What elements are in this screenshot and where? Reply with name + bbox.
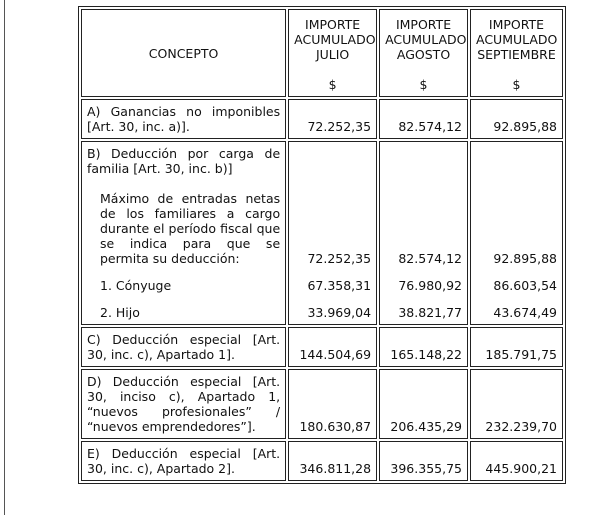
header-row: [81, 9, 563, 97]
header-julio-label: IMPORTE ACUMULADO JULIO: [294, 17, 376, 62]
row-e-julio: 346.811,28: [288, 441, 377, 481]
row-b-conyuge-agosto: 76.980,92: [398, 278, 462, 293]
row-a-agosto: 82.574,12: [379, 99, 468, 139]
row-d-agosto: 206.435,29: [379, 369, 468, 439]
table-row: [81, 99, 563, 139]
row-d-septiembre: 232.239,70: [470, 369, 563, 439]
row-b-max-septiembre: 92.895,88: [493, 251, 557, 266]
row-b-hijo-concept: 2. Hijo: [100, 305, 140, 320]
row-b-conyuge-concept: 1. Cónyuge: [100, 278, 172, 293]
row-b-max-agosto: 82.574,12: [398, 251, 462, 266]
header-septiembre-currency: $: [512, 77, 521, 92]
row-b-agosto: [379, 141, 468, 325]
row-c-septiembre: 185.791,75: [470, 327, 563, 367]
row-d-julio: 180.630,87: [288, 369, 377, 439]
header-agosto-currency: $: [419, 77, 428, 92]
header-concept-label: CONCEPTO: [148, 45, 219, 61]
table-row: [81, 441, 563, 481]
row-b-concept: [81, 141, 286, 325]
table-row: [81, 369, 563, 439]
header-julio-currency: $: [328, 77, 337, 92]
header-concept: [81, 9, 286, 97]
row-c-agosto: 165.148,22: [379, 327, 468, 367]
table-row: [81, 327, 563, 367]
row-b-hijo-julio: 33.969,04: [307, 305, 372, 320]
row-d-concept: D) Deducción especial [Art. 30, inciso c), Apartado 1, “nuevos profesionales” / “nuevos emprendedores”].: [81, 369, 286, 439]
row-e-agosto: 396.355,75: [379, 441, 468, 481]
row-b-hijo-septiembre: 43.674,49: [493, 305, 557, 320]
row-c-concept: C) Deducción especial [Art. 30, inc. c), Apartado 1].: [81, 327, 286, 367]
header-septiembre-label: IMPORTE ACUMULADO SEPTIEMBRE: [475, 17, 558, 62]
row-e-septiembre: 445.900,21: [470, 441, 563, 481]
header-julio: [288, 9, 377, 97]
row-b-hijo-agosto: 38.821,77: [398, 305, 462, 320]
table-row: [81, 141, 563, 325]
row-a-julio: 72.252,35: [288, 99, 377, 139]
page-edge-line: [4, 0, 5, 515]
row-b-julio: [288, 141, 377, 325]
row-c-julio: 144.504,69: [288, 327, 377, 367]
header-agosto-label: IMPORTE ACUMULADO AGOSTO: [385, 17, 467, 62]
deductions-table: [78, 6, 566, 484]
row-b-conyuge-septiembre: 86.603,54: [493, 278, 557, 293]
row-a-septiembre: 92.895,88: [470, 99, 563, 139]
header-agosto: [379, 9, 468, 97]
row-b-max-julio: 72.252,35: [307, 251, 372, 266]
row-e-concept: E) Deducción especial [Art. 30, inc. c), Apartado 2].: [81, 441, 286, 481]
row-b-title: B) Deducción por carga de familia [Art. 30, inc. b)]: [87, 146, 281, 176]
row-b-septiembre: [470, 141, 563, 325]
row-b-conyuge-julio: 67.358,31: [307, 278, 372, 293]
row-b-max-concept: Máximo de entradas netas de los familiares a cargo durante el período fiscal que se indica para que se permita su deducción:: [100, 191, 281, 266]
row-a-concept: A) Ganancias no imponibles [Art. 30, inc. a)].: [81, 99, 286, 139]
header-septiembre: [470, 9, 563, 97]
